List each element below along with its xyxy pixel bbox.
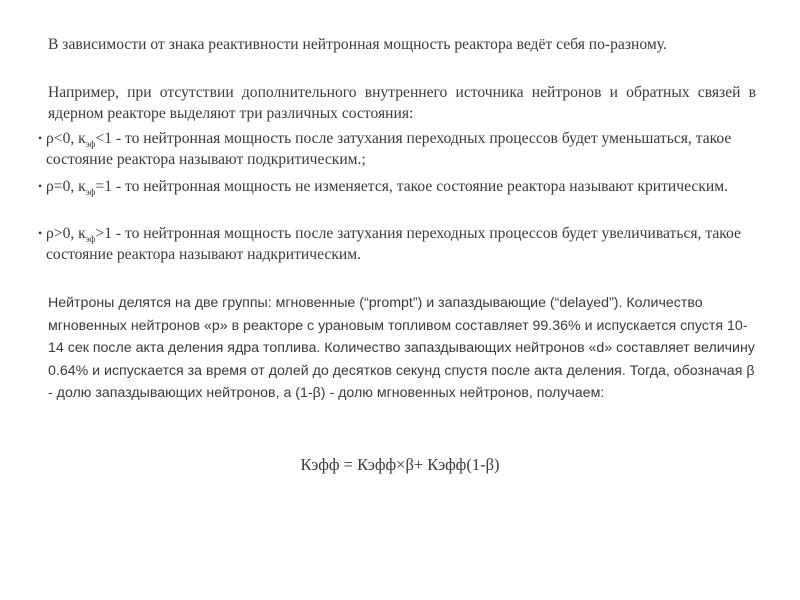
state-condition: ρ=0, к	[46, 178, 86, 195]
state-subscript: эф	[85, 187, 96, 197]
states-intro-paragraph: Например, при отсутствии дополнительного внутреннего источника нейтронов и обратных связей в ядерном реакторе выделяют три различных состояния:	[48, 84, 756, 122]
intro-paragraph: В зависимости от знака реактивности нейтронная мощность реактора ведёт себя по-разному.	[48, 36, 667, 53]
state-item-supercritical	[38, 223, 756, 265]
state-item-subcritical	[38, 128, 756, 170]
bullet-icon: •	[38, 226, 43, 240]
state-subscript: эф	[85, 139, 96, 149]
bullet-icon: •	[38, 179, 43, 193]
neutron-groups-paragraph: Нейтроны делятся на две группы: мгновенные (“prompt”) и запаздывающие (“delayed”). Количество мгновенных нейтронов «p» в реакторе с урановым топливом составляет 99.36% и испускается спустя 10-14 сек после акта деления ядра топлива. Количество запаздывающих нейтронов «d» составляет величину 0.64% и испускается за время от долей до десятков секунд спустя после акта деления. Тогда, обозначая β - долю запаздывающих нейтронов, а (1-β) - долю мгновенных нейтронов, получаем:	[48, 295, 755, 401]
state-subscript: эф	[85, 234, 96, 244]
state-condition: ρ<0, к	[46, 130, 86, 147]
state-condition: ρ>0, к	[46, 225, 86, 242]
state-description: >1 - то нейтронная мощность после затухания переходных процессов будет увеличиваться, такое состояние реактора называют надкритическим.	[46, 225, 741, 263]
state-item-critical	[38, 176, 756, 197]
state-description: =1 - то нейтронная мощность не изменяется, такое состояние реактора называют критическим.	[95, 178, 729, 195]
bullet-icon: •	[38, 131, 43, 145]
state-description: <1 - то нейтронная мощность после затухания переходных процессов будет уменьшаться, такое состояние реактора называют подкритическим.;	[46, 130, 732, 168]
formula: Кэфф = Кэфф×β+ Кэфф(1-β)	[300, 455, 500, 474]
